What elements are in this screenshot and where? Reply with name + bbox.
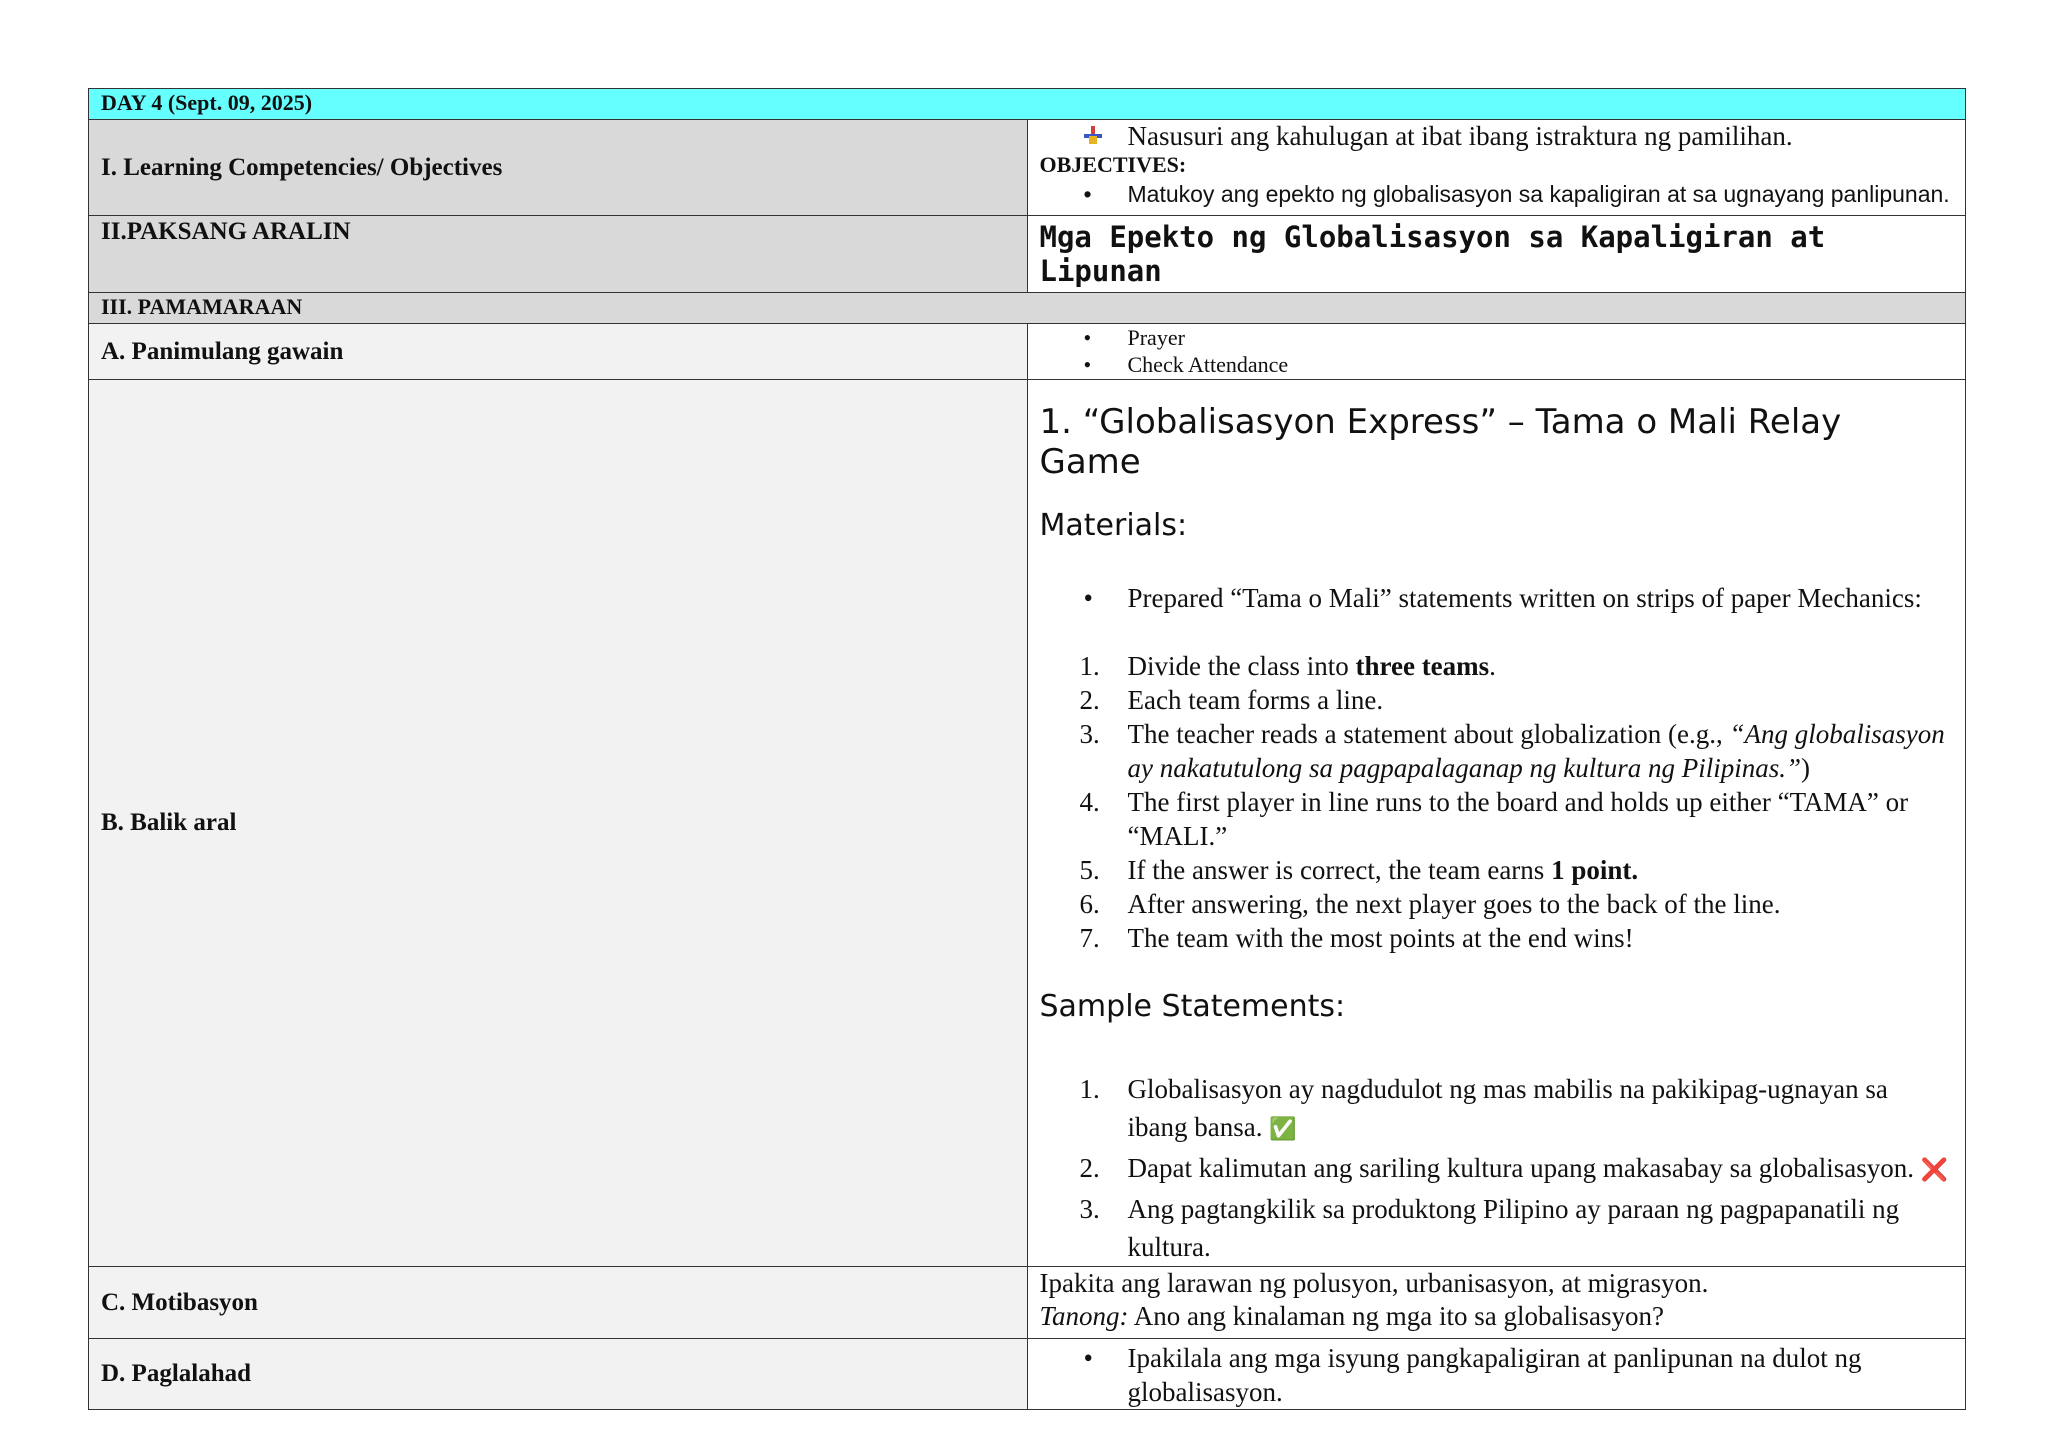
sample-heading: Sample Statements: — [1039, 989, 1346, 1024]
competencies-label: I. Learning Competencies/ Objectives — [89, 120, 1028, 216]
sample-statements — [1040, 1070, 1954, 1266]
materials-heading: Materials: — [1039, 508, 1188, 543]
lesson-plan-table — [88, 88, 1966, 1410]
step-item: 7. The team with the most points at the end wins! — [1079, 923, 1634, 953]
motibasyon-label: C. Motibasyon — [89, 1267, 1028, 1339]
step-item: 6. After answering, the next player goes to the back of the line. — [1079, 889, 1781, 919]
step-item: 5. If the answer is correct, the team earns 1 point. — [1079, 855, 1639, 885]
list-item: • Prayer — [1083, 325, 1185, 350]
balik-aral-content — [1027, 380, 1966, 1267]
bullet-dot-icon: • — [1083, 352, 1092, 377]
balik-aral-label: B. Balik aral — [89, 380, 1028, 1267]
panimula-list — [1040, 324, 1954, 378]
balik-aral-row — [89, 380, 1966, 1267]
paglalahad-content — [1027, 1339, 1966, 1410]
motibasyon-row — [89, 1267, 1966, 1339]
bullet-dot-icon: • — [1083, 1343, 1093, 1373]
day-header: DAY 4 (Sept. 09, 2025) — [89, 89, 1966, 120]
step-item: 4. The first player in line runs to the board and holds up either “TAMA” or “MALI.” — [1079, 787, 1909, 851]
sample-item: 1. Globalisasyon ay nagdudulot ng mas mabilis na pakikipag-ugnayan sa ibang bansa. ✅ — [1079, 1074, 1888, 1142]
objectives-heading: OBJECTIVES: — [1039, 152, 1187, 177]
sample-item: 3. Ang pagtangkilik sa produktong Pilipino ay paraan ng pagpapanatili ng kultura. — [1079, 1194, 1900, 1262]
paksa-row — [89, 216, 1966, 293]
paglalahad-row — [89, 1339, 1966, 1410]
materials-list — [1040, 581, 1954, 615]
step-item: 3. The teacher reads a statement about globalization (e.g., “Ang globalisasyon ay nakatutulong sa pagpapalaganap ng kultura ng Pilipinas.”) — [1079, 719, 1945, 783]
pamamaraan-label: III. PAMAMARAAN — [89, 293, 1966, 324]
list-item: • Prepared “Tama o Mali” statements written on strips of paper Mechanics: — [1083, 583, 1922, 613]
sample-item: 2. Dapat kalimutan ang sariling kultura upang makasabay sa globalisasyon. ❌ — [1079, 1153, 1949, 1183]
bullet-dot-icon: • — [1083, 181, 1092, 207]
cross-mark-icon: ❌ — [1920, 1158, 1949, 1183]
motibasyon-content — [1027, 1267, 1966, 1339]
step-item: 2. Each team forms a line. — [1079, 685, 1384, 715]
step-item: 1. Divide the class into three teams. — [1079, 651, 1496, 681]
bullet-dot-icon: • — [1083, 583, 1093, 613]
mechanics-steps — [1040, 649, 1954, 955]
objective-item: • Matukoy ang epekto ng globalisasyon sa kapaligiran at sa ugnayang panlipunan. — [1040, 178, 1954, 210]
list-item: • Check Attendance — [1083, 352, 1289, 377]
panimula-row — [89, 324, 1966, 380]
paksa-title: Mga Epekto ng Globalisasyon sa Kapaligiran at Lipunan — [1027, 216, 1966, 293]
motibasyon-question: Tanong: Ano ang kinalaman ng mga ito sa globalisasyon? — [1039, 1301, 1664, 1331]
competencies-content — [1027, 120, 1966, 216]
motibasyon-line: Ipakita ang larawan ng polusyon, urbanisasyon, at migrasyon. — [1039, 1268, 1709, 1298]
competency-text: Nasusuri ang kahulugan at ibat ibang istraktura ng pamilihan. — [1127, 121, 1793, 151]
multicolor-bullet-icon — [1084, 126, 1102, 144]
check-mark-icon: ✅ — [1269, 1117, 1297, 1142]
day-header-row — [89, 89, 1966, 120]
paglalahad-label: D. Paglalahad — [89, 1339, 1028, 1410]
paglalahad-list — [1040, 1341, 1954, 1409]
bullet-dot-icon: • — [1083, 325, 1092, 350]
activity-title: 1. “Globalisasyon Express” – Tama o Mali Relay Game — [1039, 402, 1842, 482]
panimula-content — [1027, 324, 1966, 380]
list-item: • Ipakilala ang mga isyung pangkapaligiran at panlipunan na dulot ng globalisasyon. — [1083, 1343, 1862, 1407]
panimula-label: A. Panimulang gawain — [89, 324, 1028, 380]
competencies-row — [89, 120, 1966, 216]
objectives-list — [1040, 178, 1954, 210]
competency-item — [1040, 120, 1954, 152]
paksa-label: II.PAKSANG ARALIN — [89, 216, 1028, 293]
pamamaraan-row — [89, 293, 1966, 324]
